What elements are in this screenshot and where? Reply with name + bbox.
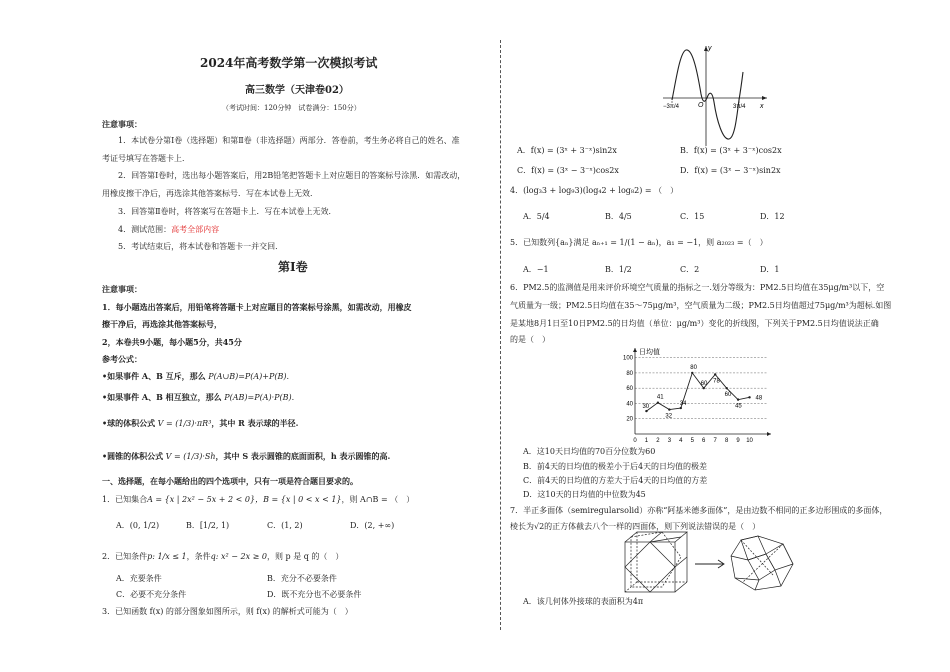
q2-option[interactable]: D．既不充分也不必要条件 (267, 590, 362, 599)
chart-y-tick-label: 100 (622, 355, 633, 362)
note-line: 3．回答第Ⅱ卷时，将答案写在答题卡上．写在本试卷上无效． (118, 207, 337, 216)
notes2-title: 注意事项： (102, 284, 142, 294)
q6-option[interactable]: D．这10天的日均值的中位数为45 (523, 490, 646, 499)
column-divider (500, 40, 501, 630)
q5-option[interactable]: B．1/2 (605, 265, 632, 274)
arrow-right (695, 560, 724, 568)
q6-option[interactable]: A．这10天日均值的70百分位数为60 (523, 447, 656, 456)
cuboctahedron (731, 536, 793, 590)
graph-origin: O (698, 102, 704, 109)
chart-data-label: 78 (713, 378, 720, 385)
chart-x-tick-label: 9 (736, 438, 740, 444)
q1-option[interactable]: A．(0, 1/2) (116, 521, 160, 530)
chart-x-tick-label: 3 (667, 438, 672, 444)
cube-cutting (625, 532, 687, 592)
graph-x-label: x (760, 103, 764, 110)
q4-option[interactable]: A．5/4 (523, 212, 550, 221)
chart-point (668, 408, 670, 410)
chart-data-label: 60 (724, 392, 732, 399)
exam-subtitle: 高三数学（天津卷02） (245, 85, 349, 96)
q6-line: 气质量为一级；PM2.5日均值在35～75μg/m³，空气质量为二级；PM2.5日均值超过75μg/m³为超标.如图 (510, 301, 892, 310)
q7-option[interactable]: A．该几何体外接球的表面积为4π (523, 597, 644, 606)
q6-option[interactable]: B．前4天的日均值的极差小于后4天的日均值的极差 (523, 462, 708, 471)
section1-title: 一、选择题，在每小题给出的四个选项中，只有一项是符合题目要求的。 (102, 476, 358, 486)
q3-option[interactable]: D．f(x) = (3ˣ − 3⁻ˣ)sin2x (680, 166, 781, 175)
formula-line: •如果事件 A、B 相互独立，那么 P(AB)=P(A)·P(B). (102, 392, 295, 402)
chart-point (748, 396, 750, 398)
chart-y-tick-label: 20 (626, 416, 633, 423)
function-curve (672, 50, 743, 139)
chart-y-label: 日均值 (639, 349, 660, 356)
q6-line: 是某地8月1日至10日PM2.5的日均值（单位：μg/m³）变化的折线图，下列关于PM2.5日均值说法正确 (510, 319, 879, 328)
note-line: 考证号填写在答题卡上． (102, 154, 190, 163)
q5-option[interactable]: C．2 (680, 265, 700, 274)
chart-x-tick-label: 6 (702, 438, 706, 444)
q1-stem: 1．已知集合A = {x | 2x² − 5x + 2 < 0}，B = {x | 0 < x < 1}，则 A∩B = （ ） (102, 495, 415, 504)
exam-title: 2024年高考数学第一次模拟考试 (200, 56, 378, 70)
notes-title: 注意事项： (102, 119, 142, 129)
chart-point (703, 387, 705, 389)
q4-option[interactable]: C．15 (680, 212, 705, 221)
note-line: 用橡皮擦干净后，再选涂其他答案标号．写在本试卷上无效． (102, 189, 318, 198)
chart-point (737, 398, 739, 400)
chart-x-tick-label: 2 (656, 438, 660, 444)
q2-option[interactable]: A．充要条件 (116, 574, 162, 583)
chart-x-tick-label: 5 (690, 438, 694, 444)
note-line: 5．考试结束后，将本试卷和答题卡一并交回． (118, 242, 284, 251)
pm25-chart (622, 346, 775, 444)
part-title: 第Ⅰ卷 (278, 260, 308, 274)
formula-line: •圆锥的体积公式 V = (1/3)·Sh，其中 S 表示圆锥的底面面积，h 表示圆锥的高. (102, 451, 391, 461)
chart-point (657, 401, 659, 403)
chart-data-label: 60 (700, 381, 708, 388)
q4-stem: 4．(log₃3 + log₉3)(log₄2 + log₈2) = （ ） (510, 186, 679, 195)
chart-data-label: 48 (755, 395, 763, 402)
q5-option[interactable]: D．1 (760, 265, 780, 274)
q6-line: 6．PM2.5的监测值是用来评价环境空气质量的指标之一.划分等级为：PM2.5日均值在35μg/m³以下，空 (510, 283, 885, 292)
notes2-line: 擦干净后，再选涂其他答案标号， (102, 319, 222, 329)
notes2-line: 1．每小题选出答案后，用铅笔将答题卡上对应题目的答案标号涂黑，如需改动，用橡皮 (102, 302, 412, 312)
chart-x-tick-label: 0 (633, 438, 637, 444)
note-line: 2．回答第Ⅰ卷时，选出每小题答案后，用2B铅笔把答题卡上对应题目的答案标号涂黑．如需改动， (118, 171, 466, 180)
q1-option[interactable]: D．(2, +∞) (350, 521, 395, 530)
chart-x-tick-label: 8 (724, 438, 729, 444)
note-line-scope (118, 225, 219, 235)
q3-option[interactable]: B．f(x) = (3ˣ + 3⁻ˣ)cos2x (680, 146, 782, 155)
q1-option[interactable]: B．[1/2, 1) (186, 521, 230, 530)
q1-option[interactable]: C．(1, 2) (267, 521, 303, 530)
chart-data-label: 32 (665, 413, 673, 420)
q4-option[interactable]: B．4/5 (605, 212, 632, 221)
q6-line: 的是（ ） (510, 335, 550, 344)
chart-y-tick-label: 60 (626, 386, 633, 393)
chart-point (691, 372, 693, 374)
x-axis-arrow (762, 96, 767, 100)
q3-option[interactable]: A．f(x) = (3ˣ + 3⁻ˣ)sin2x (517, 146, 617, 155)
q7-line: 7．半正多面体（semiregularsolid）亦称“阿基米德多面体”，是由边数不相同的正多边形围成的多面体， (510, 506, 888, 515)
chart-point (725, 387, 727, 389)
formula-line: •球的体积公式 V = (1/3)·πR³，其中 R 表示球的半径. (102, 418, 299, 428)
chart-data-label: 80 (690, 364, 697, 371)
graph-y-label: y (708, 45, 712, 52)
function-graph (655, 42, 775, 150)
chart-y-tick-label: 40 (626, 401, 633, 408)
q5-stem: 5．已知数列{aₙ}满足 aₙ₊₁ = 1/(1 − aₙ)，a₁ = −1，则 a₂₀₂₃ =（ ） (510, 238, 768, 247)
chart-data-label: 45 (735, 403, 742, 410)
chart-point (680, 407, 682, 409)
exam-info: （考试时间：120分钟 试卷满分：150分） (222, 104, 361, 112)
chart-point (645, 410, 647, 412)
chart-x-tick-label: 1 (644, 438, 649, 444)
q3-option[interactable]: C．f(x) = (3ˣ − 3⁻ˣ)cos2x (517, 166, 619, 175)
chart-x-arrow (767, 432, 771, 436)
q7-line: 棱长为√2的正方体截去八个一样的四面体，则下列说法错误的是（ ） (510, 522, 761, 531)
q3-stem: 3．已知函数 f(x) 的部分图象如图所示，则 f(x) 的解析式可能为（ ） (102, 607, 353, 616)
q2-option[interactable]: B．充分不必要条件 (267, 574, 337, 583)
note-line: 1．本试卷分第Ⅰ卷（选择题）和第Ⅱ卷（非选择题）两部分．答卷前，考生务必将自己的姓名、准 (118, 136, 460, 145)
scope-link[interactable]: 高考全部内容 (171, 225, 220, 234)
chart-y-tick-label: 80 (626, 370, 633, 377)
chart-y-arrow (633, 348, 637, 352)
chart-data-label: 34 (679, 401, 687, 408)
graph-left-tick: −3π/4 (663, 104, 679, 110)
q6-option[interactable]: C．前4天的日均值的方差大于后4天的日均值的方差 (523, 476, 708, 485)
graph-right-tick: 3π/4 (733, 104, 746, 110)
chart-x-tick-label: 4 (679, 438, 683, 444)
q2-stem: 2．已知条件p: 1/x ≤ 1，条件q: x² − 2x ≥ 0，则 p 是 q 的（ ） (102, 552, 344, 561)
chart-x-tick-label: 7 (713, 438, 717, 444)
scope-label: 4．测试范围： (118, 225, 172, 234)
chart-data-label: 30 (642, 404, 650, 411)
formula-line: •如果事件 A、B 互斥，那么 P(A∪B)=P(A)+P(B). (102, 371, 290, 381)
polyhedron-figure (623, 530, 813, 594)
chart-point (714, 373, 716, 375)
chart-x-tick-label: 10 (746, 438, 753, 444)
chart-series-line (646, 373, 749, 411)
q4-option[interactable]: D．12 (760, 212, 785, 221)
q5-option[interactable]: A．−1 (523, 265, 549, 274)
formula-title: 参考公式： (102, 354, 142, 364)
notes2-line: 2，本卷共9小题，每小题5分，共45分 (102, 337, 242, 347)
q2-option[interactable]: C．必要不充分条件 (116, 590, 187, 599)
chart-data-label: 41 (656, 394, 664, 401)
